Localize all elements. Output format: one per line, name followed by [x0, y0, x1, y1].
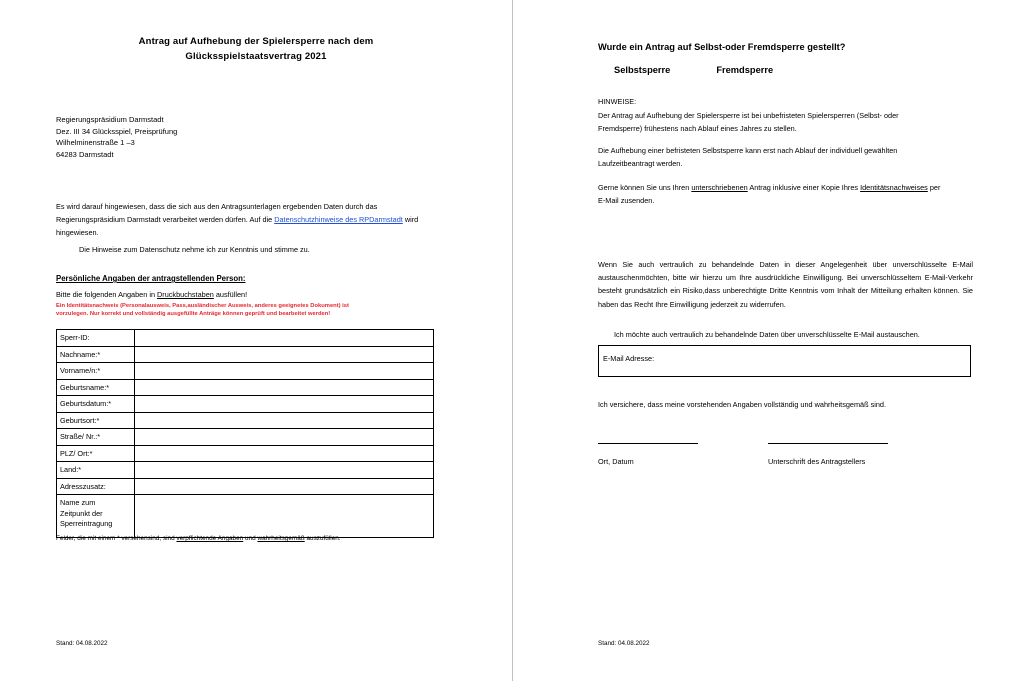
option-fremdsperre[interactable]: Fremdsperre [716, 65, 774, 75]
address-line-3: Wilhelminenstraße 1 –3 [56, 138, 135, 148]
field-label-nachname: Nachname:* [57, 346, 135, 363]
personal-data-table [56, 329, 434, 538]
signature-rule-right [768, 443, 888, 444]
field-label-line3: Sperreintragung [60, 519, 113, 528]
field-input-vorname[interactable] [135, 363, 434, 380]
fill-instruction-post: ausfüllen! [213, 290, 248, 299]
address-line-1: Regierungspräsidium Darmstadt [56, 115, 164, 124]
hinweise-heading: HINWEISE: [598, 97, 637, 106]
field-input-adresszusatz[interactable] [135, 478, 434, 495]
ban-type-options [614, 65, 773, 75]
field-input-plz-ort[interactable] [135, 445, 434, 462]
field-label-adresszusatz: Adresszusatz: [57, 478, 135, 495]
hinweis-3 [598, 182, 943, 207]
page-title-line2: Glücksspielstaatsvertrag 2021 [185, 51, 327, 62]
table-row [57, 379, 434, 396]
page-title-line1: Antrag auf Aufhebung der Spielersperre nach dem [138, 36, 374, 47]
footnote-emphasis-2: wahrheitsgemäß [257, 535, 305, 542]
hinweis-2: Die Aufhebung einer befristeten Selbstsperre kann erst nach Ablauf der individuell gewählten Laufzeitbeantragt werden. [598, 146, 898, 168]
hinweis-3-emphasis-1: unterschriebenen [691, 183, 748, 192]
table-row [57, 363, 434, 380]
field-label-geburtsname: Geburtsname:* [57, 379, 135, 396]
table-row [57, 346, 434, 363]
fill-instruction-emphasis: Druckbuchstaben [157, 290, 214, 299]
field-input-nachname[interactable] [135, 346, 434, 363]
footnote-emphasis-1: verpflichtende Angaben [176, 535, 244, 542]
footnote-part3: auszufüllen. [304, 535, 341, 542]
table-row [57, 396, 434, 413]
field-label-sperr-id: Sperr-ID: [57, 330, 135, 347]
field-input-geburtsdatum[interactable] [135, 396, 434, 413]
email-consent-statement[interactable]: Ich möchte auch vertraulich zu behandelnde Daten über unverschlüsselte E-Mail austauschen. [614, 330, 920, 339]
hinweis-3-emphasis-2: Identitätsnachweises [860, 183, 928, 192]
field-label-line1: Name zum [60, 498, 96, 507]
recipient-address [56, 114, 177, 160]
field-input-geburtsort[interactable] [135, 412, 434, 429]
hinweis-1: Der Antrag auf Aufhebung der Spielersperre ist bei unbefristeten Spielersperren (Selbst- oder Fremdsperre) frühestens nach Ablauf eines Jahres zu stellen. [598, 111, 899, 133]
field-input-name-zum-zeitpunkt[interactable] [135, 495, 434, 538]
document-page-right [513, 0, 1024, 681]
fill-instruction [56, 290, 247, 299]
email-address-box[interactable] [598, 345, 971, 377]
table-row [57, 330, 434, 347]
address-line-2: Dez. III 34 Glücksspiel, Preisprüfung [56, 126, 178, 136]
table-row [57, 412, 434, 429]
field-label-geburtsdatum: Geburtsdatum:* [57, 396, 135, 413]
assurance-statement: Ich versichere, dass meine vorstehenden Angaben vollständig und wahrheitsgemäß sind. [598, 400, 886, 409]
email-consent-paragraph: Wenn Sie auch vertraulich zu behandelnde Daten in dieser Angelegenheit über unverschlüsselte E-Mail austauschenmöchten, bitte wir hierzu um Ihre ausdrückliche Einwilligung. Bei unverschlüsseltem E-Mail-Verkehr besteht grundsätzlich ein Risiko,dass unberechtigte Dritte Kenntnis vom Inhalt der Mitteilung erhalten können. Sie haben das Recht Ihre Einwilligung jederzeit zu widerrufen. [598, 260, 973, 309]
table-row [57, 478, 434, 495]
field-input-strasse-nr[interactable] [135, 429, 434, 446]
table-row [57, 462, 434, 479]
hinweis-3-mid: Antrag inklusive einer Kopie Ihres [747, 183, 861, 192]
signature-label-place-date: Ort, Datum [598, 457, 634, 466]
fill-instruction-pre: Bitte die folgenden Angaben in [56, 290, 158, 299]
field-label-land: Land:* [57, 462, 135, 479]
identity-proof-warning-line2: vorzulegen. Nur korrekt und vollständig ausgefüllte Anträge können geprüft und bearbeitet werden! [56, 311, 331, 318]
document-version-left: Stand: 04.08.2022 [56, 640, 108, 647]
address-line-4: 64283 Darmstadt [56, 149, 114, 159]
privacy-consent-text: Die Hinweise zum Datenschutz nehme ich zur Kenntnis und stimme zu. [79, 245, 310, 254]
page-title [56, 34, 456, 64]
hinweis-3-pre: Gerne können Sie uns Ihren [598, 183, 692, 192]
field-input-geburtsname[interactable] [135, 379, 434, 396]
field-label-name-zum-zeitpunkt [57, 495, 135, 538]
question-heading: Wurde ein Antrag auf Selbst-oder Fremdsperre gestellt? [598, 42, 846, 52]
email-address-label: E-Mail Adresse: [603, 354, 655, 363]
footnote-part1: Felder, die mit einem * versehensind, sind [56, 535, 177, 542]
field-label-strasse-nr: Straße/ Nr.:* [57, 429, 135, 446]
hinweis-3-post: per E-Mail zusenden. [598, 183, 941, 205]
field-input-sperr-id[interactable] [135, 330, 434, 347]
table-row [57, 429, 434, 446]
signature-rule-left [598, 443, 698, 444]
field-label-vorname: Vorname/n:* [57, 363, 135, 380]
privacy-notice [56, 200, 431, 239]
field-input-land[interactable] [135, 462, 434, 479]
section-heading-personal-data: Persönliche Angaben der antragstellenden Person: [56, 274, 246, 283]
document-version-right: Stand: 04.08.2022 [598, 640, 650, 647]
table-row [57, 445, 434, 462]
identity-proof-warning [56, 302, 431, 319]
privacy-notice-text-2: wird hingewiesen. [56, 215, 419, 237]
field-label-line2: Zeitpunkt der [60, 508, 103, 518]
field-label-plz-ort: PLZ/ Ort:* [57, 445, 135, 462]
mandatory-fields-footnote [56, 535, 341, 542]
field-label-geburtsort: Geburtsort:* [57, 412, 135, 429]
identity-proof-warning-line1: Ein Identitätsnachweis (Personalausweis, Pass,ausländischer Ausweis, anderes geeignetes Dokument) ist [56, 303, 349, 309]
signature-label-applicant: Unterschrift des Antragstellers [768, 457, 866, 466]
option-selbstsperre[interactable]: Selbstsperre [614, 65, 671, 75]
table-row [57, 495, 434, 538]
footnote-part2: und [243, 535, 258, 542]
privacy-notice-text-1: Es wird darauf hingewiesen, dass die sich aus den Antragsunterlagen ergebenden Daten durch das Regierungspräsidium Darmstadt verarbeitet werden dürfen. Auf die [56, 202, 378, 224]
privacy-policy-link[interactable]: Datenschutzhinweise des RPDarmstadt [274, 215, 403, 224]
